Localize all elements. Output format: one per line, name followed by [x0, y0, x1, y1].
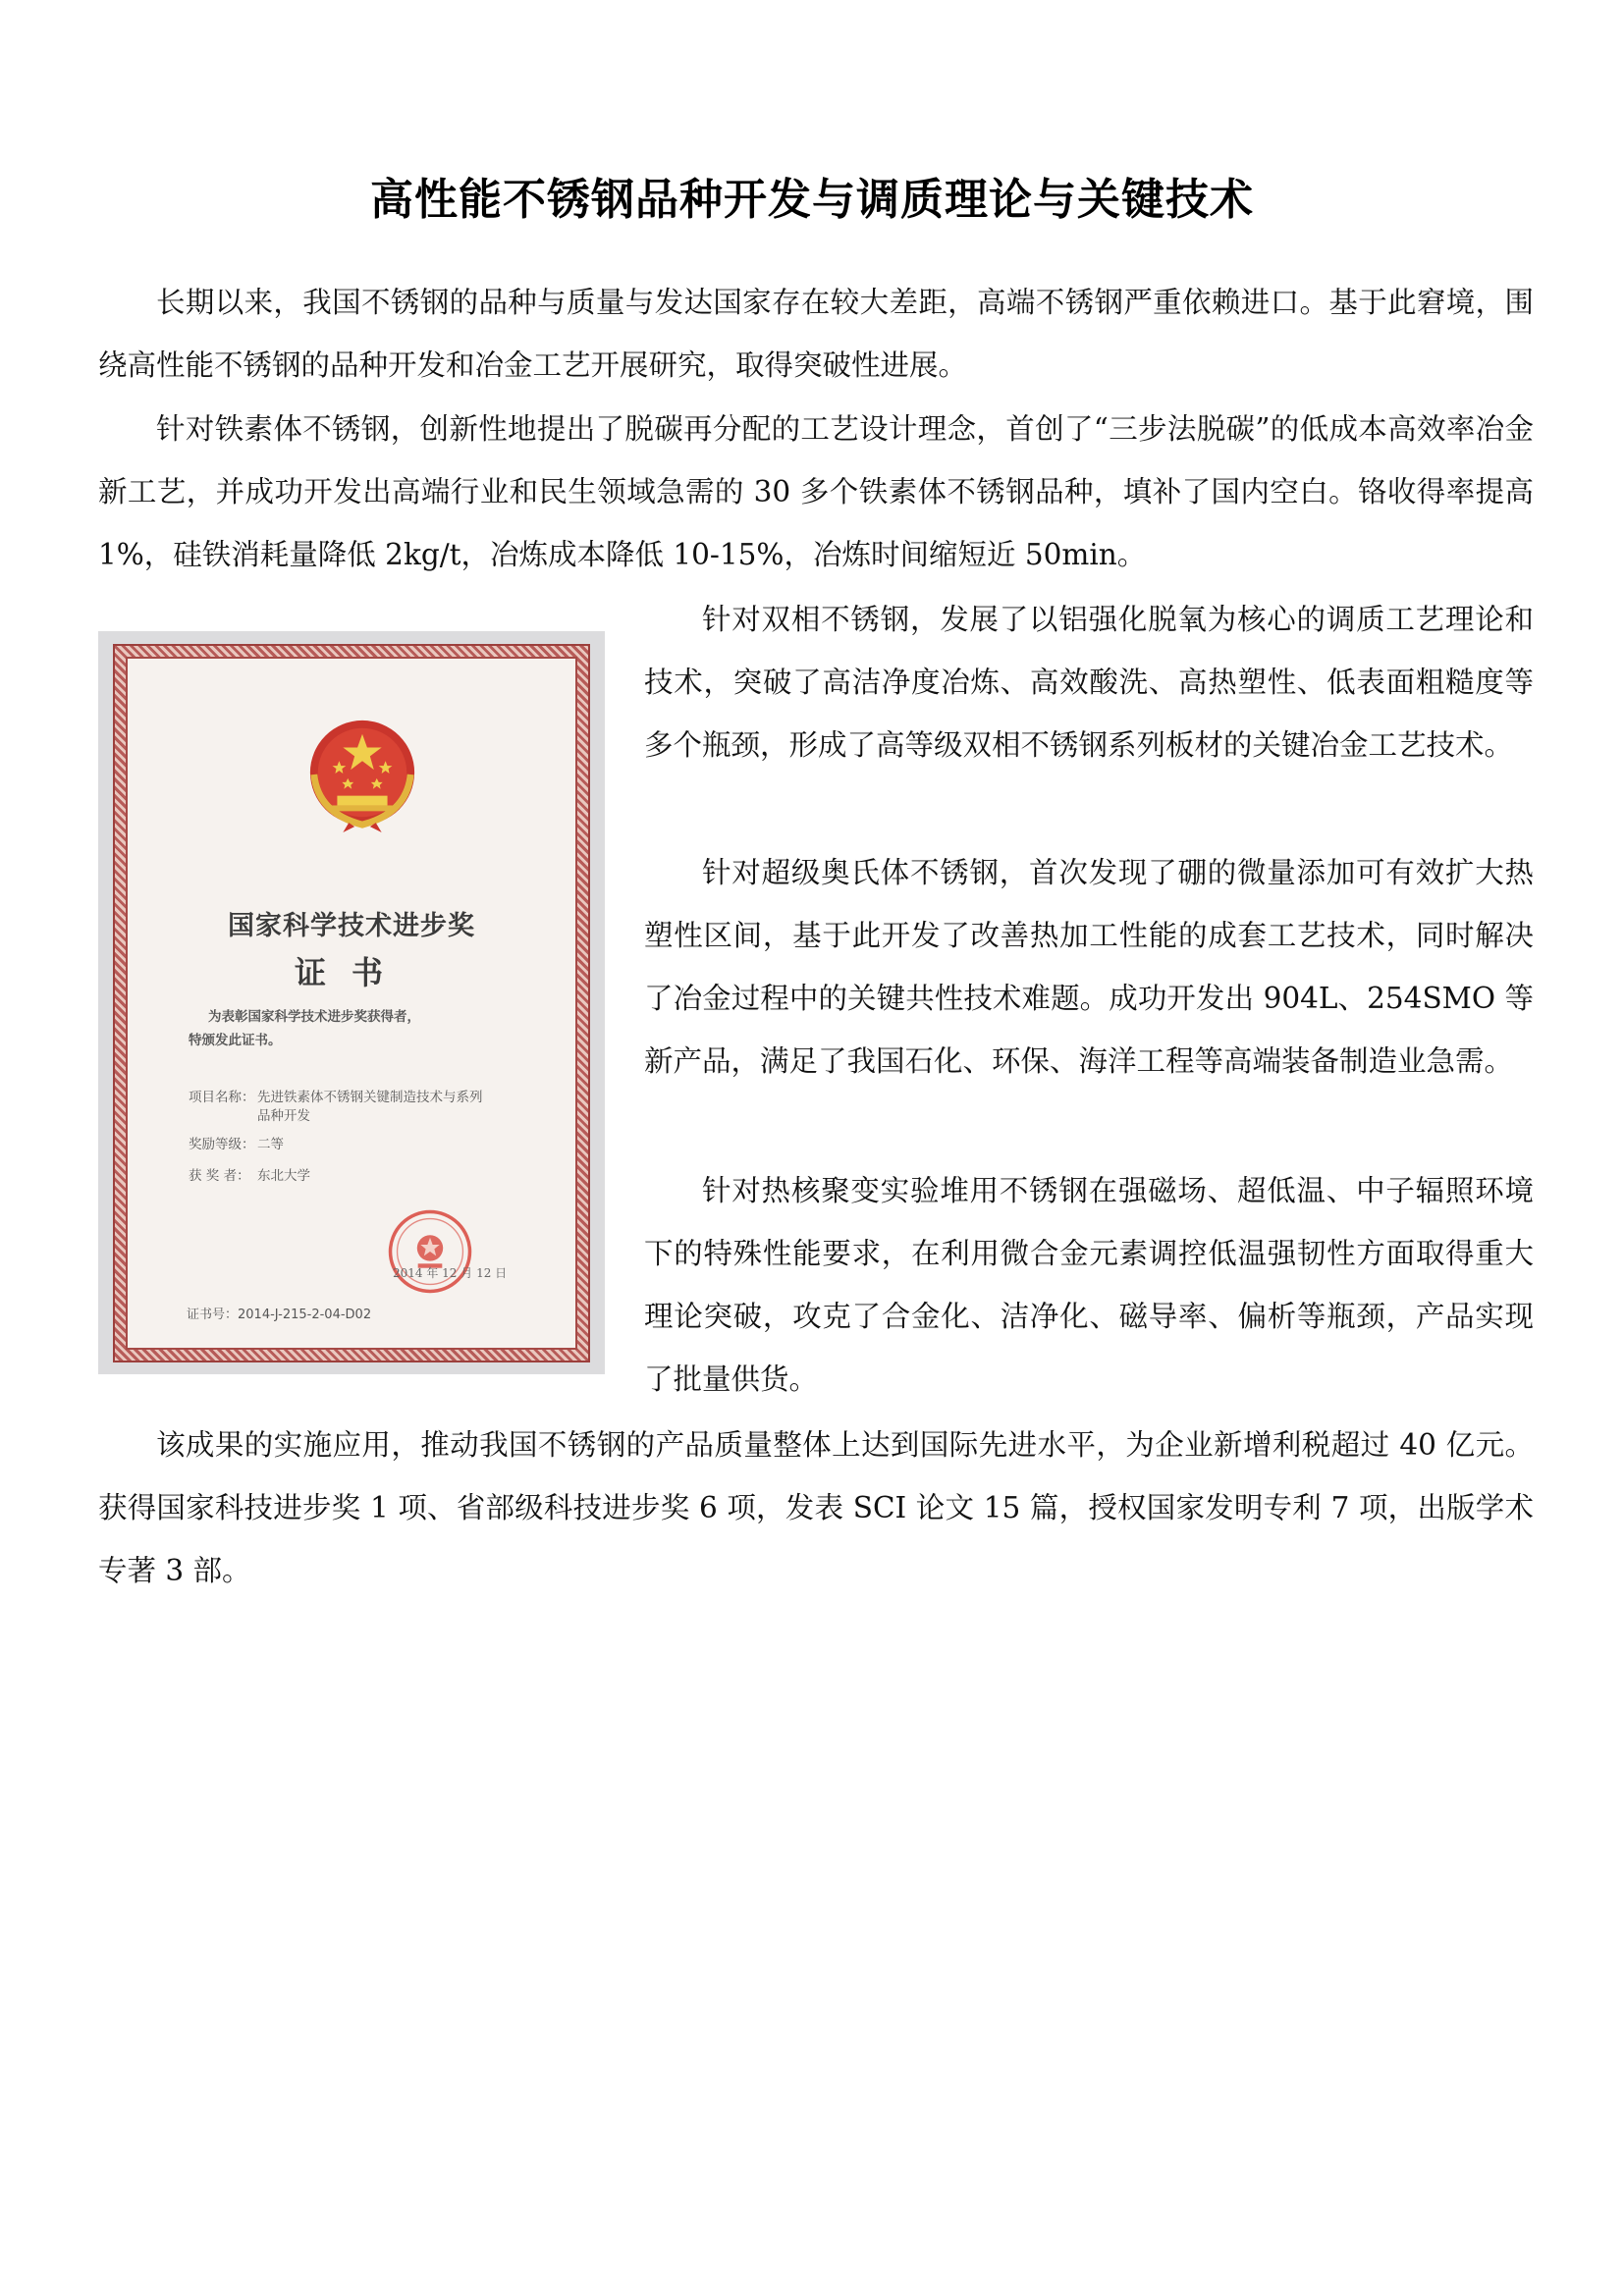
- winner-value: 东北大学: [257, 1168, 310, 1184]
- official-seal-icon: [387, 1208, 473, 1295]
- certificate-note-line-1: 为表彰国家科学技术进步奖获得者，: [208, 1009, 420, 1025]
- grade-value: 二等: [257, 1137, 284, 1152]
- paragraph-austenitic: 针对超级奥氏体不锈钢，首次发现了硼的微量添加可有效扩大热塑性区间，基于此开发了改善热加工性能的成套工艺技术，同时解决了冶金过程中的关键共性技术难题。成功开发出 904L、254SMO 等新产品，满足了我国石化、环保、海洋工程等高端装备制造业急需。: [644, 856, 1534, 1078]
- certificate-award-name: 国家科学技术进步奖: [228, 911, 475, 941]
- certificate-date: 2014 年 12 月 12 日: [393, 1266, 508, 1280]
- national-emblem-icon: [304, 716, 420, 833]
- paragraph-background: 长期以来，我国不锈钢的品种与质量与发达国家存在较大差距，高端不锈钢严重依赖进口。基于此窘境，围绕高性能不锈钢的品种开发和冶金工艺开展研究，取得突破性进展。: [98, 286, 1534, 382]
- certificate-project-row: [189, 1089, 483, 1126]
- grade-label: 奖励等级：: [189, 1137, 255, 1152]
- paragraph-fusion: 针对热核聚变实验堆用不锈钢在强磁场、超低温、中子辐照环境下的特殊性能要求，在利用微合金元素调控低温强韧性方面取得重大理论突破，攻克了合金化、洁净化、磁导率、偏析等瓶颈，产品实现了批量供货。: [644, 1174, 1534, 1396]
- certificate-note-line-2: 特颁发此证书。: [189, 1033, 282, 1048]
- certificate-grade-row: [189, 1136, 483, 1154]
- certificate-winner-row: [189, 1167, 483, 1186]
- paragraph-duplex: 针对双相不锈钢，发展了以铝强化脱氧为核心的调质工艺理论和技术，突破了高洁净度冶炼、高效酸洗、高热塑性、低表面粗糙度等多个瓶颈，形成了高等级双相不锈钢系列板材的关键冶金工艺技术。: [644, 603, 1534, 762]
- certificate-photo: [98, 631, 605, 1374]
- certificate-note: [189, 1005, 420, 1052]
- page-title: 高性能不锈钢品种开发与调质理论与关键技术: [370, 175, 1254, 226]
- winner-label: 获 奖 者：: [189, 1168, 250, 1184]
- paragraph-ferritic: 针对铁素体不锈钢，创新性地提出了脱碳再分配的工艺设计理念，首创了“三步法脱碳”的低成本高效率冶金新工艺，并成功开发出高端行业和民生领域急需的 30 多个铁素体不锈钢品种，填补了国内空白。铬收得率提高 1%，硅铁消耗量降低 2kg/t，冶炼成本降低 10-15%，冶炼时间缩短近 50min。: [98, 412, 1534, 571]
- certificate-body: [128, 659, 575, 1348]
- certificate-heading: 证书: [294, 954, 408, 991]
- certificate-border: [113, 644, 590, 1362]
- paragraph-results: 该成果的实施应用，推动我国不锈钢的产品质量整体上达到国际先进水平，为企业新增利税超过 40 亿元。获得国家科技进步奖 1 项、省部级科技进步奖 6 项，发表 SCI 论文 15 篇，授权国家发明专利 7 项，出版学术专著 3 部。: [98, 1428, 1534, 1587]
- project-value: 先进铁素体不锈钢关键制造技术与系列品种开发: [257, 1090, 483, 1124]
- certificate-number: 证书号：2014-J-215-2-04-D02: [187, 1308, 372, 1322]
- project-label: 项目名称：: [189, 1090, 255, 1105]
